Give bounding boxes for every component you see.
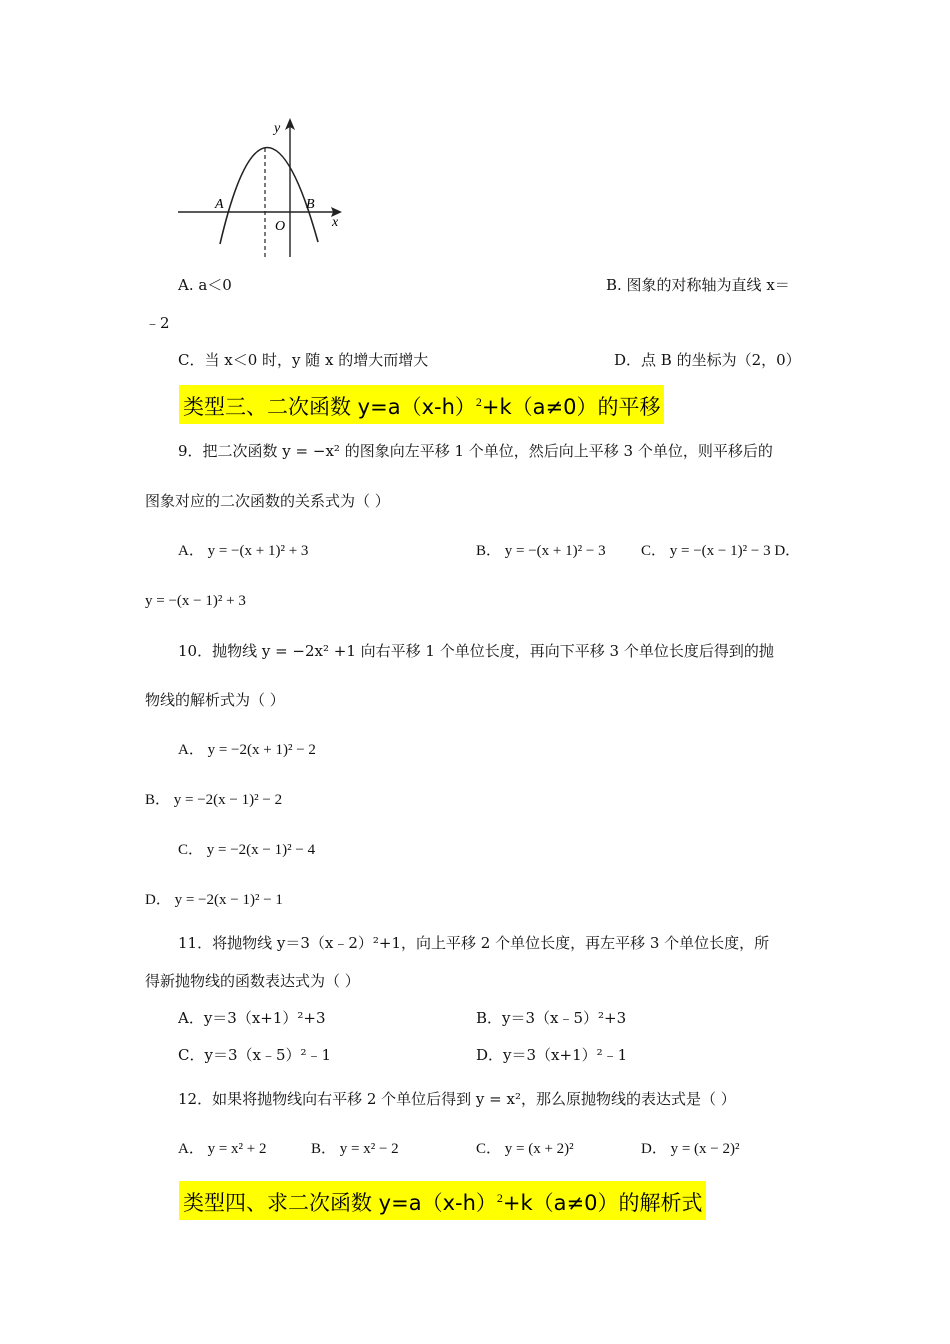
section-4-heading-post: +k（a≠0）的解析式: [502, 1191, 703, 1215]
q9-stem: 9．把二次函数 y = −x² 的图象向左平移 1 个单位，然后向上平移 3 个单位，则平移后的: [178, 442, 773, 460]
q12-option-b: B． y = x² − 2: [311, 1141, 399, 1157]
q8-option-d: D．点 B 的坐标为（2，0）: [614, 351, 801, 369]
q12-option-c: C． y = (x + 2)²: [476, 1141, 574, 1157]
q11-option-d: D．y＝3（x+1）²﹣1: [476, 1046, 628, 1064]
section-3-heading-pre: 类型三、二次函数 y=a（x-h）: [183, 395, 476, 419]
q10-option-a: A． y = −2(x + 1)² − 2: [178, 742, 316, 758]
q10-stem: 10．抛物线 y = −2x² +1 向右平移 1 个单位长度，再向下平移 3 个单位长度后得到的抛: [178, 642, 774, 660]
parabola-graph: [175, 112, 355, 262]
q12-option-d: D． y = (x − 2)²: [641, 1141, 740, 1157]
q9-option-b: B． y = −(x + 1)² − 3: [476, 543, 606, 559]
section-3-heading-post: +k（a≠0）的平移: [481, 395, 661, 419]
q12-option-a: A． y = x² + 2: [178, 1141, 267, 1157]
label-x: x: [332, 215, 339, 230]
q10-option-c: C． y = −2(x − 1)² − 4: [178, 842, 316, 858]
section-4-heading-exp: 2: [496, 1191, 503, 1205]
q9-stem-cont: 图象对应的二次函数的关系式为（ ）: [145, 492, 390, 510]
q10-option-b: B． y = −2(x − 1)² − 2: [145, 792, 283, 808]
section-3-heading: [179, 385, 664, 424]
label-y: y: [274, 121, 281, 136]
q9-option-d: y = −(x − 1)² + 3: [145, 593, 246, 609]
q8-option-b-cont: ﹣2: [145, 314, 170, 332]
q11-option-c: C．y＝3（x﹣5）²﹣1: [178, 1046, 332, 1064]
q9-option-a: A． y = −(x + 1)² + 3: [178, 543, 309, 559]
label-B: B: [306, 197, 315, 212]
q12-stem: 12．如果将抛物线向右平移 2 个单位后得到 y = x²，那么原抛物线的表达式是（ ）: [178, 1090, 736, 1108]
q10-option-d: D． y = −2(x − 1)² − 1: [145, 892, 283, 908]
q8-option-a: A. a＜0: [178, 276, 232, 294]
section-4-heading-pre: 类型四、求二次函数 y=a（x-h）: [183, 1191, 497, 1215]
q11-option-a: A．y＝3（x+1）²+3: [178, 1009, 326, 1027]
parabola-curve: [220, 147, 318, 244]
q11-stem-cont: 得新抛物线的函数表达式为（ ）: [145, 972, 360, 990]
q11-option-b: B．y＝3（x﹣5）²+3: [476, 1009, 627, 1027]
q11-stem: 11．将抛物线 y＝3（x﹣2）²+1，向上平移 2 个单位长度，再左平移 3 个单位长度，所: [178, 934, 770, 952]
q10-stem-cont: 物线的解析式为（ ）: [145, 691, 285, 709]
section-4-heading: [179, 1181, 706, 1220]
label-A: A: [215, 197, 224, 212]
section-3-heading-exp: 2: [475, 395, 482, 409]
q8-option-c: C．当 x＜0 时，y 随 x 的增大而增大: [178, 351, 429, 369]
q9-option-c: C． y = −(x − 1)² − 3 D．: [641, 543, 801, 559]
label-O: O: [275, 219, 286, 234]
q8-option-b: B. 图象的对称轴为直线 x＝: [606, 276, 790, 294]
